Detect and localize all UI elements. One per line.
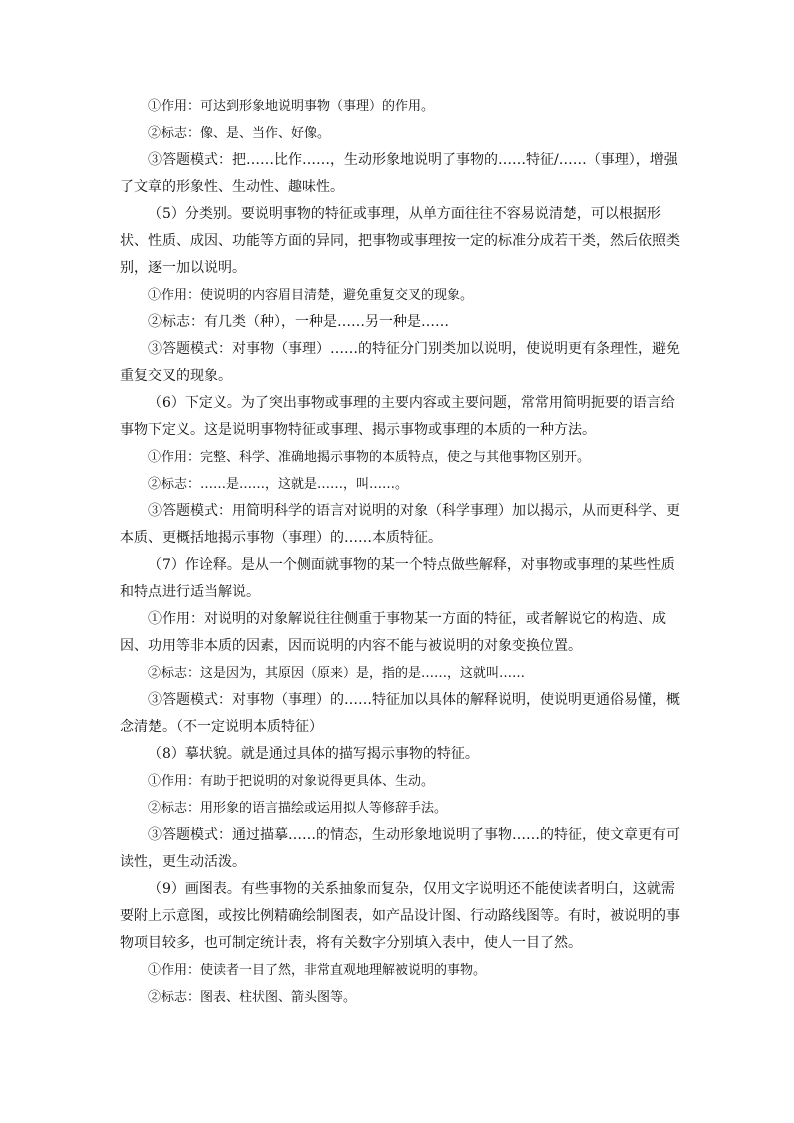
paragraph-description-function: ①作用：有助于把说明的对象说得更具体、生动。 (148, 774, 435, 789)
paragraph-interpretation-marker: ②标志：这是因为，其原因（原来）是，指的是……，这就叫…… (148, 666, 526, 681)
paragraph-definition-marker: ②标志：……是……，这就是……，叫……。 (148, 477, 409, 492)
paragraph-definition-answer: ③答题模式：用简明科学的语言对说明的对象（科学事理）加以揭示，从而更科学、更本质、更概括地揭示事物（事理）的……本质特征。 (120, 503, 680, 546)
paragraph-metaphor-function: ①作用：可达到形象地说明事物（事理）的作用。 (148, 99, 435, 114)
paragraph-chart-function: ①作用：使读者一目了然，非常直观地理解被说明的事物。 (148, 963, 487, 978)
paragraph-classification-marker: ②标志：有几类（种），一种是……另一种是…… (148, 314, 449, 330)
paragraph-definition-function: ①作用：完整、科学、准确地揭示事物的本质特点，使之与其他事物区别开。 (148, 450, 591, 465)
document-body (120, 93, 686, 1011)
paragraph-metaphor-answer: ③答题模式：把……比作……，生动形象地说明了事物的……特征/……（事理），增强了文章的形象性、生动性、趣味性。 (120, 152, 678, 195)
paragraph-classification-function: ①作用：使说明的内容眉目清楚，避免重复交叉的现象。 (148, 288, 474, 303)
paragraph-interpretation-function: ①作用：对说明的对象解说往往侧重于事物某一方面的特征，或者解说它的构造、成因、功用等非本质的因素，因而说明的内容不能与被说明的对象变换位置。 (120, 611, 666, 654)
paragraph-description-heading: （8）摹状貌。就是通过具体的描写揭示事物的特征。 (148, 746, 479, 762)
paragraph-chart-marker: ②标志：图表、柱状图、箭头图等。 (148, 990, 357, 1005)
paragraph-definition-heading: （6）下定义。为了突出事物或事理的主要内容或主要问题，常常用简明扼要的语言给事物下定义。这是说明事物特征或事理、揭示事物或事理的本质的一种方法。 (120, 395, 675, 438)
paragraph-metaphor-marker: ②标志：像、是、当作、好像。 (148, 126, 331, 141)
paragraph-description-answer: ③答题模式：通过描摹……的情态，生动形象地说明了事物……的特征，使文章更有可读性，更生动活泼。 (120, 827, 680, 870)
paragraph-interpretation-answer: ③答题模式：对事物（事理）的……特征加以具体的解释说明，使说明更通俗易懂，概念清楚。（不一定说明本质特征） (120, 692, 680, 735)
paragraph-description-marker: ②标志：用形象的语言描绘或运用拟人等修辞手法。 (148, 801, 448, 816)
paragraph-classification-answer: ③答题模式：对事物（事理）……的特征分门别类加以说明，使说明更有条理性，避免重复交叉的现象。 (120, 341, 680, 384)
paragraph-classification-heading: （5）分类别。要说明事物的特征或事理，从单方面往往不容易说清楚，可以根据形状、性质、成因、功能等方面的异同，把事物或事理按一定的标准分成若干类，然后依照类别，逐一加以说明。 (120, 206, 680, 276)
paragraph-interpretation-heading: （7）作诠释。是从一个侧面就事物的某一个特点做些解释，对事物或事理的某些性质和特点进行适当解说。 (120, 557, 675, 600)
paragraph-chart-heading: （9）画图表。有些事物的关系抽象而复杂，仅用文字说明还不能使读者明白，这就需要附上示意图，或按比例精确绘制图表，如产品设计图、行动路线图等。有时，被说明的事物项目较多，也可制定统计表，将有关数字分别填入表中，使人一目了然。 (120, 881, 680, 951)
